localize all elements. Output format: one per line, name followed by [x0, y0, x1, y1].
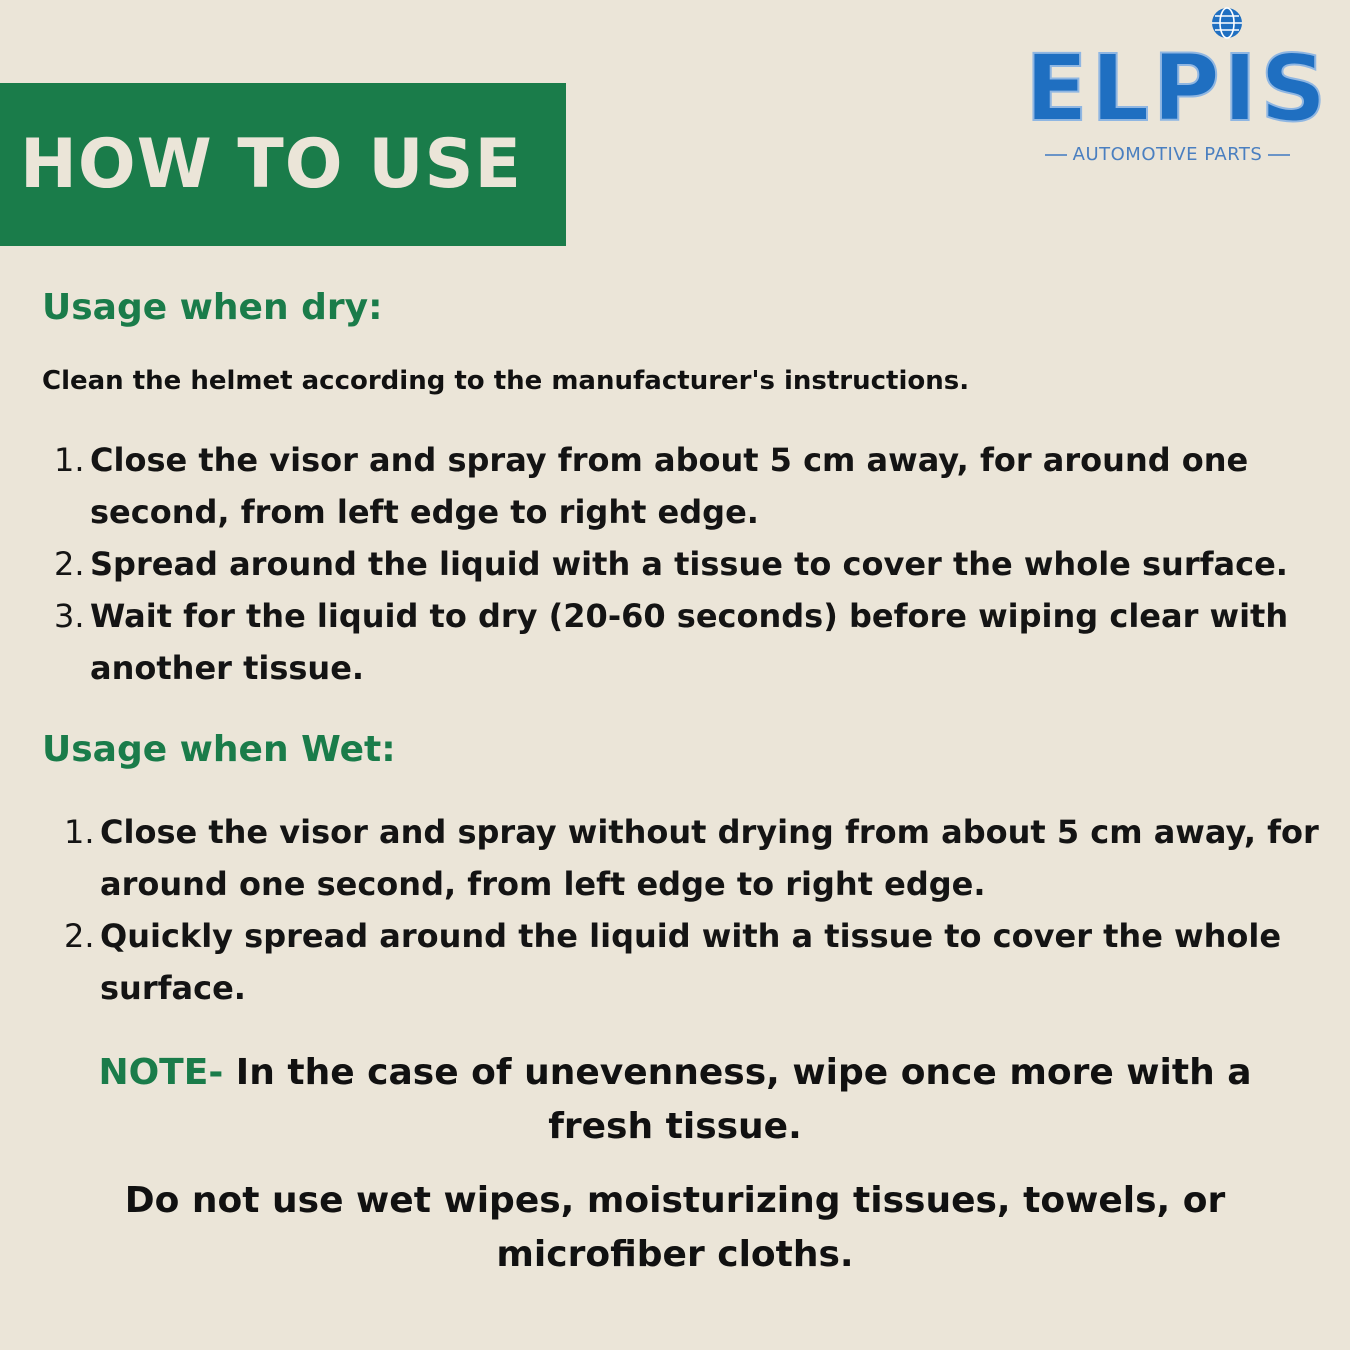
tagline-divider-right: [1268, 154, 1290, 156]
step-number: 1.: [64, 813, 95, 851]
dry-usage-intro: Clean the helmet according to the manufacturer's instructions.: [42, 366, 970, 396]
dry-steps-list: [54, 434, 1314, 694]
how-to-use-banner: [0, 83, 566, 246]
page-title: HOW TO USE: [20, 125, 522, 204]
step-number: 1.: [54, 441, 85, 479]
brand-logo: [1025, 6, 1330, 171]
brand-tagline-row: [1025, 144, 1310, 165]
list-item: [54, 590, 1314, 694]
list-item: [54, 434, 1314, 538]
step-text: Quickly spread around the liquid with a tissue to cover the whole surface.: [100, 917, 1282, 1007]
step-number: 2.: [54, 545, 85, 583]
wet-steps-list: [64, 806, 1324, 1014]
list-item: [54, 538, 1314, 590]
note-paragraph: [40, 1046, 1310, 1154]
wet-usage-heading: Usage when Wet:: [42, 729, 396, 770]
brand-tagline: AUTOMOTIVE PARTS: [1072, 144, 1263, 165]
step-text: Close the visor and spray without drying from about 5 cm away, for around one second, from left edge to right edge.: [100, 813, 1319, 903]
step-text: Close the visor and spray from about 5 cm away, for around one second, from left edge to right edge.: [90, 441, 1249, 531]
list-item: [64, 910, 1324, 1014]
tagline-divider-left: [1045, 154, 1067, 156]
note-label: NOTE-: [98, 1052, 224, 1093]
note-text: In the case of unevenness, wipe once more with a fresh tissue.: [223, 1052, 1252, 1147]
brand-wordmark: ELPIS: [1025, 35, 1330, 142]
dry-usage-heading: Usage when dry:: [42, 287, 383, 328]
warning-paragraph: Do not use wet wipes, moisturizing tissues, towels, or microfiber cloths.: [124, 1180, 1226, 1275]
step-text: Wait for the liquid to dry (20-60 seconds) before wiping clear with another tissue.: [90, 597, 1289, 687]
step-number: 2.: [64, 917, 95, 955]
step-text: Spread around the liquid with a tissue to cover the whole surface.: [90, 545, 1288, 583]
list-item: [64, 806, 1324, 910]
step-number: 3.: [54, 597, 85, 635]
